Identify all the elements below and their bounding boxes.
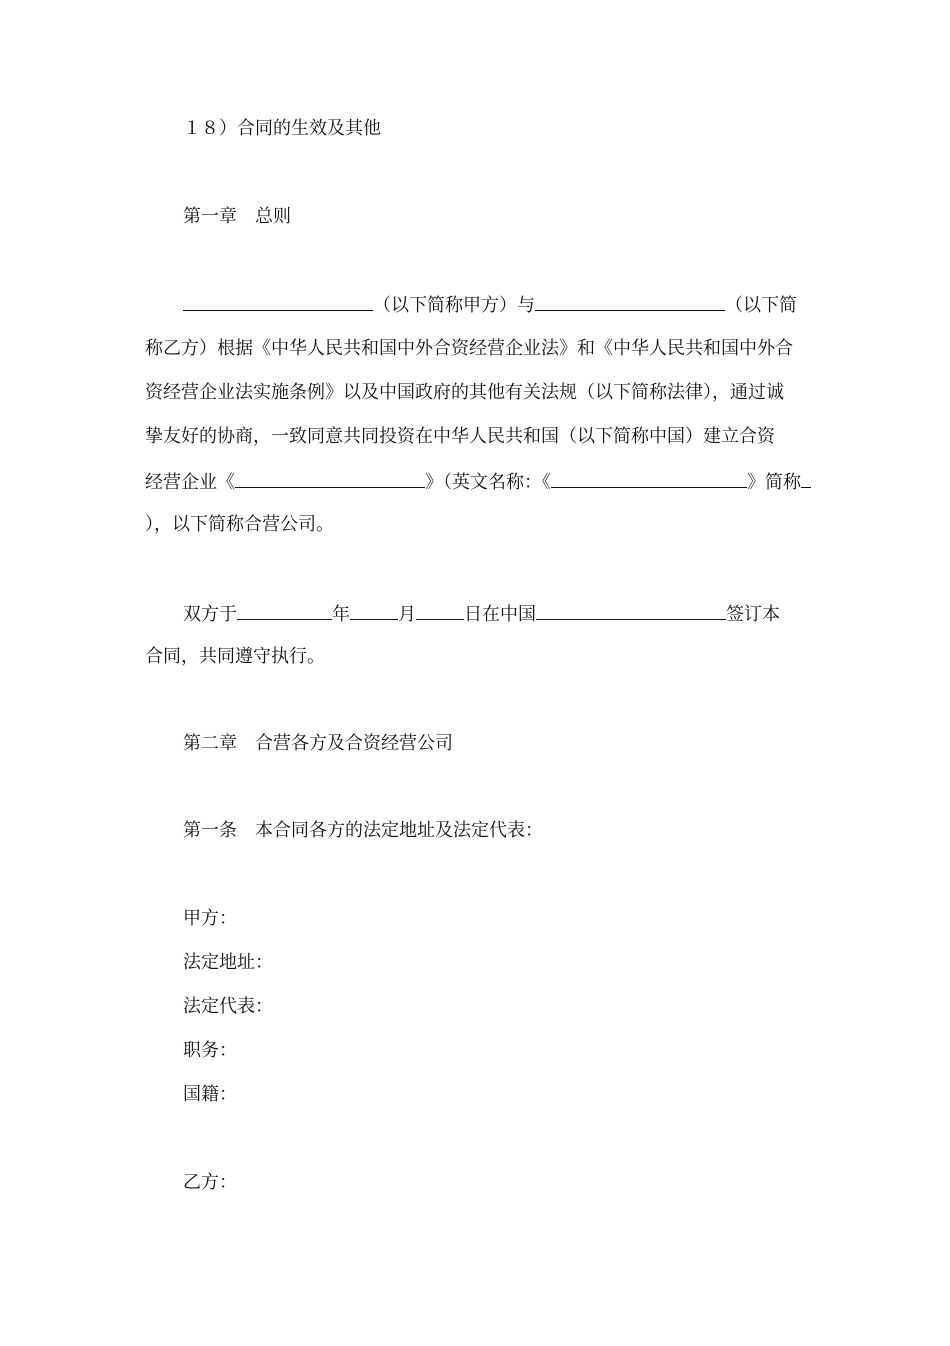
day-blank: [416, 602, 464, 620]
para-1-line-5: [145, 470, 811, 494]
month-blank: [350, 602, 398, 620]
legal-rep-label: 法定代表：: [183, 996, 273, 1017]
party-b-name-blank: [535, 293, 725, 311]
para-2-day-label: 日在中国: [464, 604, 536, 625]
para-1-line-3: 资经营企业法实施条例》以及中国政府的其他有关法规（以下简称法律），通过诚: [145, 382, 784, 403]
legal-address-label: 法定地址：: [183, 952, 273, 973]
article-1: 第一条 本合同各方的法定地址及法定代表：: [183, 820, 543, 841]
para-1-line-4: 挚友好的协商，一致同意共同投资在中华人民共和国（以下简称中国）建立合资: [145, 426, 775, 447]
para-1-line-1-text-a: （以下简称甲方）与: [373, 295, 535, 316]
para-2-line-2: 合同，共同遵守执行。: [145, 646, 325, 667]
para-1-line-6: ），以下简称合营公司。: [145, 514, 334, 535]
item-18-heading: １８）合同的生效及其他: [183, 118, 381, 139]
abbreviation-blank: [801, 470, 811, 488]
para-1-line-2: 称乙方）根据《中华人民共和国中外合资经营企业法》和《中华人民共和国中外合: [145, 338, 793, 359]
position-label: 职务：: [183, 1040, 237, 1061]
party-a-name-blank: [183, 293, 373, 311]
company-name-blank: [235, 470, 425, 488]
para-1-line-1: [183, 293, 797, 317]
chapter-1-heading: 第一章 总则: [183, 206, 291, 227]
para-2-text-b: 签订本: [726, 604, 780, 625]
para-1-line-1-text-b: （以下简: [725, 295, 797, 316]
para-2-month-label: 月: [398, 604, 416, 625]
signing-place-blank: [536, 602, 726, 620]
year-blank: [237, 602, 332, 620]
para-1-line-5-text-b: 》（英文名称：《: [425, 472, 551, 493]
para-1-line-5-text-c: 》简称: [747, 472, 801, 493]
para-2-line-1: [183, 602, 780, 626]
party-b-label: 乙方：: [183, 1172, 237, 1193]
chapter-2-heading: 第二章 合营各方及合资经营公司: [183, 733, 453, 754]
nationality-label: 国籍：: [183, 1084, 237, 1105]
para-2-text-a: 双方于: [183, 604, 237, 625]
para-1-line-5-text-a: 经营企业《: [145, 472, 235, 493]
party-a-label: 甲方：: [183, 908, 237, 929]
english-name-blank: [551, 470, 747, 488]
para-2-year-label: 年: [332, 604, 350, 625]
